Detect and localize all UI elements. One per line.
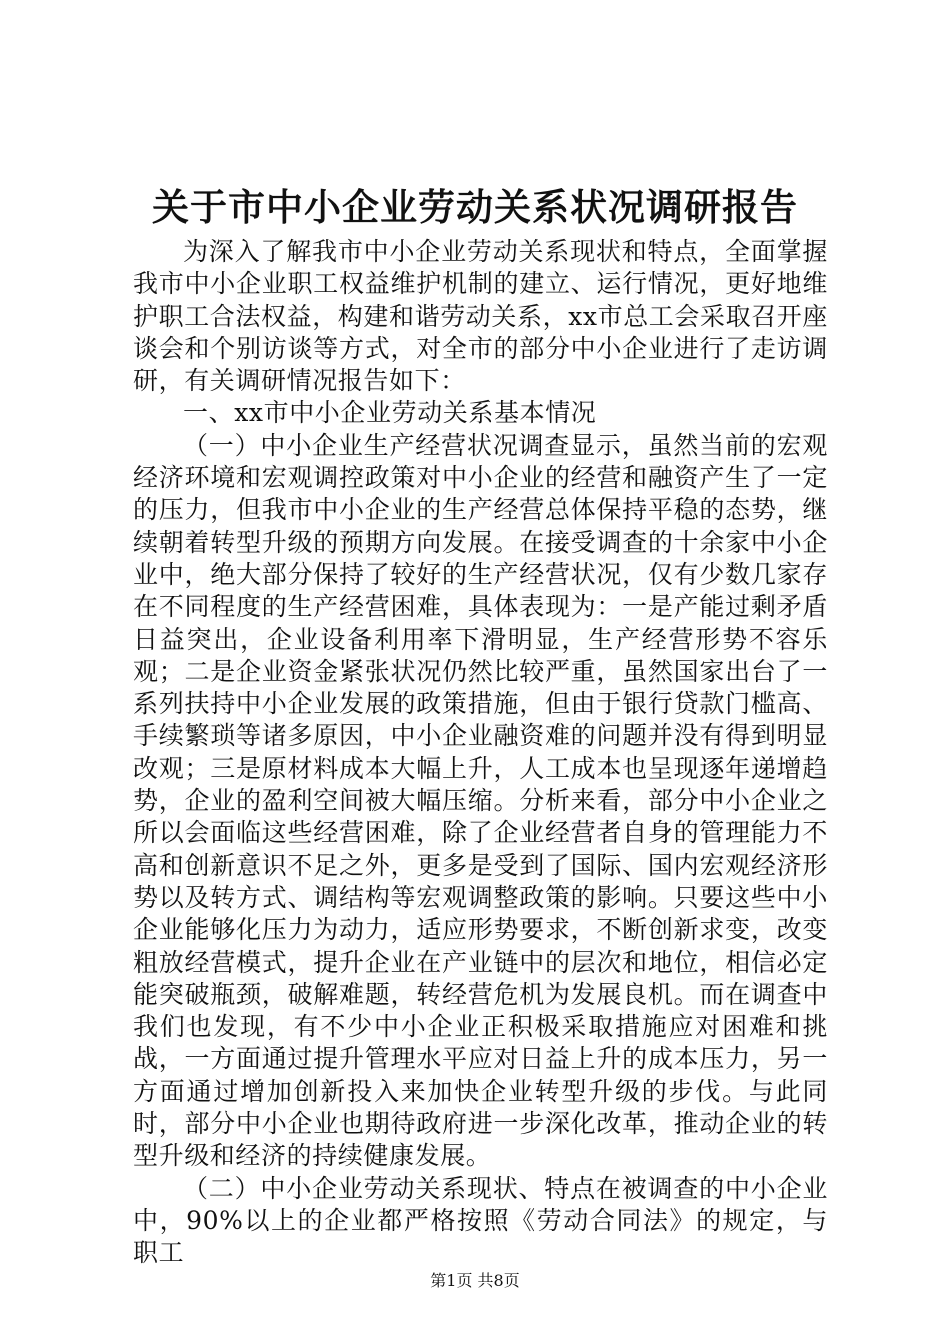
section-heading-1: 一、xx市中小企业劳动关系基本情况: [183, 398, 597, 428]
document-body: [133, 236, 828, 1270]
paragraph-labor-relations: （二）中小企业劳动关系现状、特点在被调查的中小企业中，90%以上的企业都严格按照《劳动合同法》的规定，与职工: [133, 1173, 828, 1268]
paragraph-intro: 为深入了解我市中小企业劳动关系现状和特点，全面掌握我市中小企业职工权益维护机制的建立、运行情况，更好地维护职工合法权益，构建和谐劳动关系，xx市总工会采取召开座谈会和个别访谈等方式，对全市的部分中小企业进行了走访调研，有关调研情况报告如下：: [133, 237, 829, 396]
page-footer: 第1页 共8页: [430, 1271, 520, 1290]
document-title: 关于市中小企业劳动关系状况调研报告: [152, 185, 798, 229]
paragraph-business-status: （一）中小企业生产经营状况调查显示，虽然当前的宏观经济环境和宏观调控政策对中小企业的经营和融资产生了一定的压力，但我市中小企业的生产经营总体保持平稳的态势，继续朝着转型升级的预期方向发展。在接受调查的十余家中小企业中，绝大部分保持了较好的生产经营状况，仅有少数几家存在不同程度的生产经营困难，具体表现为：一是产能过剩矛盾日益突出，企业设备利用率下滑明显，生产经营形势不容乐观；二是企业资金紧张状况仍然比较严重，虽然国家出台了一系列扶持中小企业发展的政策措施，但由于银行贷款门槛高、手续繁琐等诸多原因，中小企业融资难的问题并没有得到明显改观；三是原材料成本大幅上升，人工成本也呈现逐年递增趋势，企业的盈利空间被大幅压缩。分析来看，部分中小企业之所以会面临这些经营困难，除了企业经营者自身的管理能力不高和创新意识不足之外，更多是受到了国际、国内宏观经济形势以及转方式、调结构等宏观调整政策的影响。只要这些中小企业能够化压力为动力，适应形势要求，不断创新求变，改变粗放经营模式，提升企业在产业链中的层次和地位，相信必定能突破瓶颈，破解难题，转经营危机为发展良机。而在调查中我们也发现，有不少中小企业正积极采取措施应对困难和挑战，一方面通过提升管理水平应对日益上升的成本压力，另一方面通过增加创新投入来加快企业转型升级的步伐。与此同时，部分中小企业也期待政府进一步深化改革，推动企业的转型升级和经济的持续健康发展。: [133, 430, 828, 1171]
